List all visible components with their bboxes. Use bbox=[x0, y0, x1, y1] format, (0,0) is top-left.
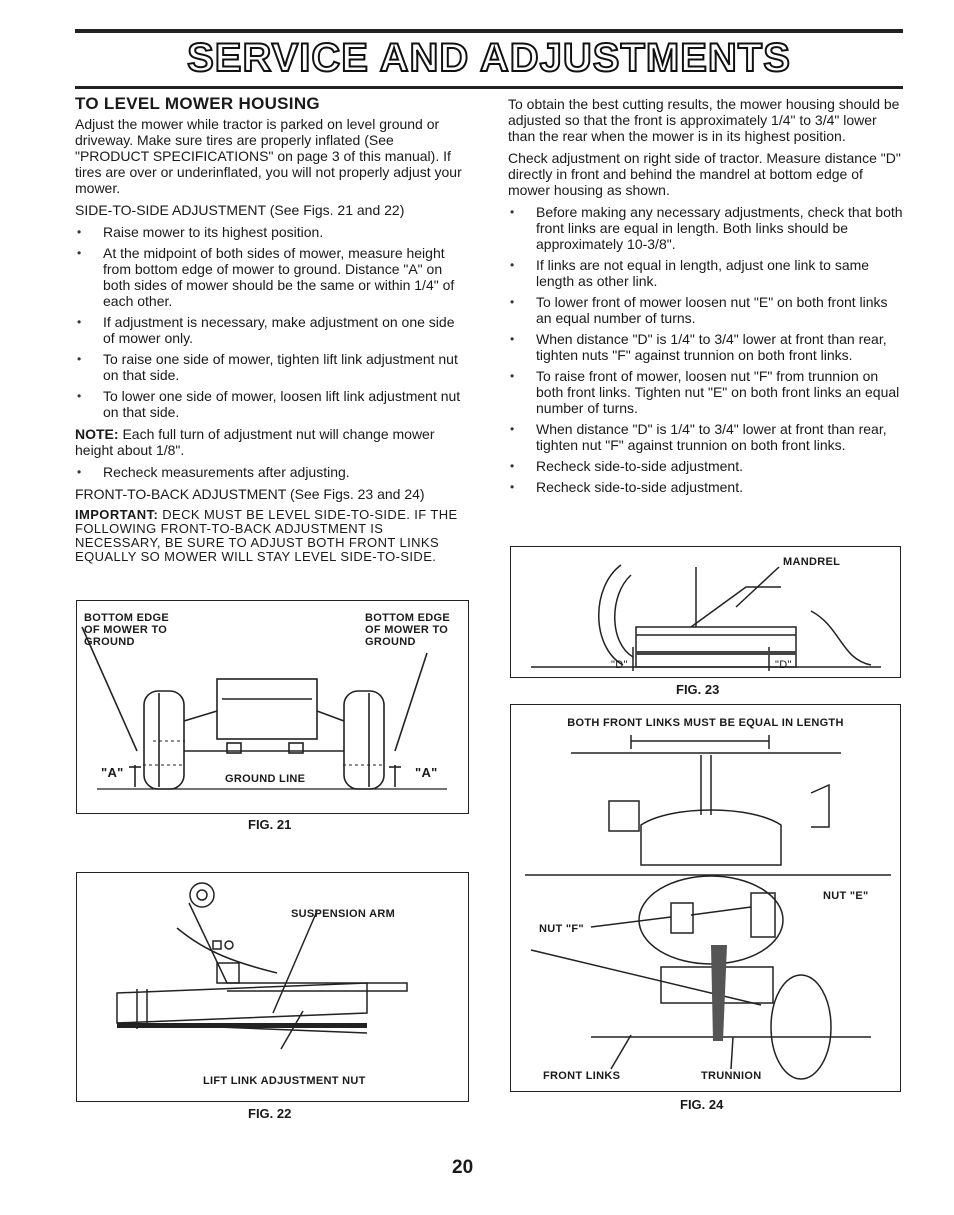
fig23-mandrel: MANDREL bbox=[783, 556, 841, 568]
list-item: • To lower front of mower loosen nut "E" on both front links an equal number of turns. bbox=[508, 294, 903, 326]
fig21-a-right: "A" bbox=[415, 765, 438, 780]
important-paragraph bbox=[75, 508, 469, 564]
fig24-trunnion: TRUNNION bbox=[701, 1070, 762, 1082]
fig24-nut-f: NUT "F" bbox=[539, 923, 584, 935]
fig23-d-left: "D" bbox=[611, 659, 628, 671]
note-text: Each full turn of adjustment nut will change mower height about 1/8". bbox=[75, 426, 435, 458]
left-column bbox=[75, 96, 469, 570]
list-item: • To raise front of mower, loosen nut "F" from trunnion on both front links. Tighten nut "E" on both front links an equal number of turns. bbox=[508, 368, 903, 416]
fig23-d-right: "D" bbox=[775, 659, 792, 671]
fig22-suspension-arm: SUSPENSION ARM bbox=[291, 908, 396, 920]
note-paragraph bbox=[75, 426, 469, 458]
header-rule-bottom bbox=[75, 86, 903, 89]
fig21-ground-line: GROUND LINE bbox=[225, 773, 306, 785]
fig22-illustration bbox=[77, 873, 468, 1101]
fig23-caption: FIG. 23 bbox=[676, 682, 720, 697]
important-label: IMPORTANT: bbox=[75, 507, 159, 522]
figure-22 bbox=[76, 872, 469, 1102]
right-column bbox=[508, 96, 903, 501]
front-to-back-heading: FRONT-TO-BACK ADJUSTMENT (See Figs. 23 and 24) bbox=[75, 486, 425, 502]
figure-23 bbox=[510, 546, 901, 678]
side-to-side-heading: SIDE-TO-SIDE ADJUSTMENT (See Figs. 21 and 22) bbox=[75, 202, 405, 218]
check-paragraph: Check adjustment on right side of tractor. Measure distance "D" directly in front and behind the mandrel at bottom edge of mower housing as shown. bbox=[508, 150, 901, 198]
list-item: • Before making any necessary adjustments, check that both front links are equal in length. Both links should be approximately 10-3/8". bbox=[508, 204, 903, 252]
right-intro: To obtain the best cutting results, the mower housing should be adjusted so that the front is approximately 1/4" to 3/4" lower than the rear when the mower is in its highest position. bbox=[508, 96, 900, 144]
list-item: • When distance "D" is 1/4" to 3/4" lower at front than rear, tighten nuts "F" against trunnion on both front links. bbox=[508, 331, 903, 363]
fig24-caption: FIG. 24 bbox=[680, 1097, 724, 1112]
figure-24 bbox=[510, 704, 901, 1092]
fig23-illustration bbox=[511, 547, 900, 677]
list-item: • When distance "D" is 1/4" to 3/4" lower at front than rear, tighten nut "F" against trunnion on both front links. bbox=[508, 421, 903, 453]
list-item: • At the midpoint of both sides of mower, measure height from bottom edge of mower to ground. Distance "A" on both sides of mower should be the same or within 1/4" of each other. bbox=[75, 245, 469, 309]
fig21-label-right: BOTTOM EDGE OF MOWER TO GROUND bbox=[365, 612, 450, 648]
fig24-nut-e: NUT "E" bbox=[823, 890, 869, 902]
list-item: • To raise one side of mower, tighten lift link adjustment nut on that side. bbox=[75, 351, 469, 383]
section-heading: TO LEVEL MOWER HOUSING bbox=[75, 94, 320, 113]
list-item: • Recheck measurements after adjusting. bbox=[75, 464, 469, 480]
front-to-back-steps bbox=[508, 204, 903, 495]
fig22-lift-link-nut: LIFT LINK ADJUSTMENT NUT bbox=[203, 1075, 366, 1087]
list-item: • If adjustment is necessary, make adjustment on one side of mower only. bbox=[75, 314, 469, 346]
fig24-title: BOTH FRONT LINKS MUST BE EQUAL IN LENGTH bbox=[567, 717, 844, 729]
note-label: NOTE: bbox=[75, 426, 119, 442]
side-to-side-steps bbox=[75, 224, 469, 420]
list-item: • If links are not equal in length, adjust one link to same length as other link. bbox=[508, 257, 903, 289]
list-item: • To lower one side of mower, loosen lift link adjustment nut on that side. bbox=[75, 388, 469, 420]
recheck-list bbox=[75, 464, 469, 480]
list-item: • Recheck side-to-side adjustment. bbox=[508, 479, 903, 495]
fig21-label-left: BOTTOM EDGE OF MOWER TO GROUND bbox=[84, 612, 169, 648]
list-item: • Recheck side-to-side adjustment. bbox=[508, 458, 903, 474]
important-text: DECK MUST BE LEVEL SIDE-TO-SIDE. IF THE FOLLOWING FRONT-TO-BACK ADJUSTMENT IS NECESSARY, BE SURE TO ADJUST BOTH FRONT LINKS EQUALLY SO MOWER WILL STAY LEVEL SIDE-TO-SIDE. bbox=[75, 507, 458, 564]
fig24-front-links: FRONT LINKS bbox=[543, 1070, 621, 1082]
fig22-caption: FIG. 22 bbox=[248, 1106, 292, 1121]
list-item: • Raise mower to its highest position. bbox=[75, 224, 469, 240]
fig21-caption: FIG. 21 bbox=[248, 817, 292, 832]
header-rule-top bbox=[75, 29, 903, 33]
figure-21 bbox=[76, 600, 469, 814]
page-title: SERVICE AND ADJUSTMENTS bbox=[187, 36, 791, 80]
fig21-a-left: "A" bbox=[101, 765, 124, 780]
intro-paragraph: Adjust the mower while tractor is parked on level ground or driveway. Make sure tires are properly inflated (See "PRODUCT SPECIFICATIONS" on page 3 of this manual). If tires are over or underinflated, you will not properly adjust your mower. bbox=[75, 116, 462, 196]
page-number: 20 bbox=[452, 1157, 474, 1178]
